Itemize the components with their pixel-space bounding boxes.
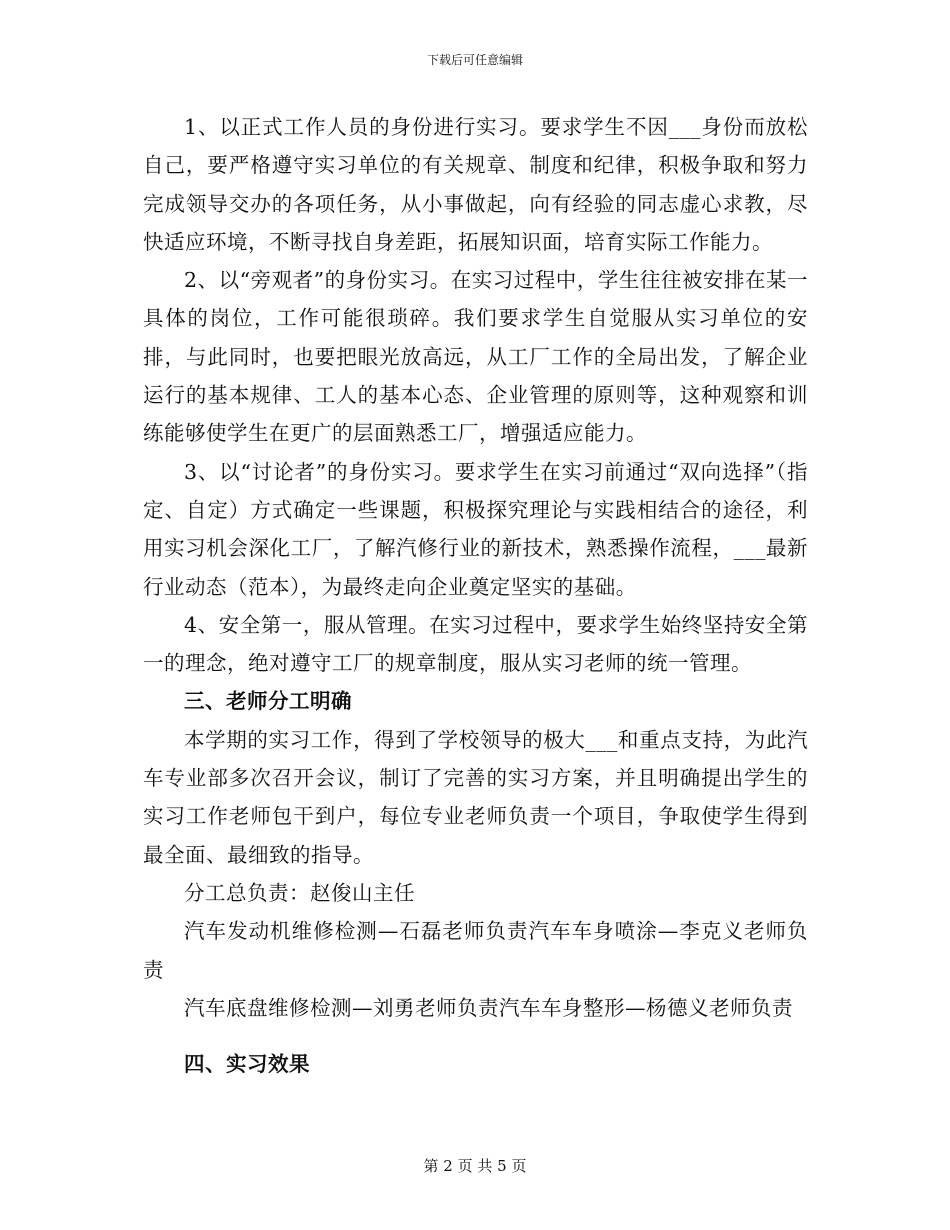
page-number-footer: 第 2 页 共 5 页 bbox=[423, 1157, 527, 1175]
page-header: 下载后可任意编辑 bbox=[426, 53, 523, 67]
paragraph-item-1: 1、以正式工作人员的身份进行实习。要求学生不因___身份而放松自己，要严格遵守实习单位的有关规章、制度和纪律，积极争取和努力完成领导交办的各项任务，从小事做起，向有经验的同志虚心求教，尽快适应环境，不断寻找自身差距，拓展知识面，培育实际工作能力。 bbox=[143, 115, 808, 254]
section-4-heading: 四、实习效果 bbox=[184, 1052, 310, 1077]
paragraph-item-4: 4、安全第一，服从管理。在实习过程中，要求学生始终坚持安全第一的理念，绝对遵守工厂的规章制度，服从实习老师的统一管理。 bbox=[143, 612, 808, 676]
paragraph-item-2: 2、以“旁观者”的身份实习。在实习过程中，学生往往被安排在某一具体的岗位，工作可能很琐碎。我们要求学生自觉服从实习单位的安排，与此同时，也要把眼光放高远，从工厂工作的全局出发，了解企业运行的基本规律、工人的基本心态、企业管理的原则等，这种观察和训练能够使学生在更广的层面熟悉工厂，增强适应能力。 bbox=[143, 268, 808, 446]
section-3-lead: 分工总负责：赵俊山主任 bbox=[184, 880, 415, 905]
paragraph-item-3: 3、以“讨论者”的身份实习。要求学生在实习前通过“双向选择”（指定、自定）方式确定一些课题，积极探究理论与实践相结合的途径，利用实习机会深化工厂，了解汽修行业的新技术，熟悉操作流程，___最新行业动态（范本），为最终走向企业奠定坚实的基础。 bbox=[143, 459, 808, 599]
section-3-intro: 本学期的实习工作，得到了学校领导的极大___和重点支持，为此汽车专业部多次召开会议，制订了完善的实习方案，并且明确提出学生的实习工作老师包干到户，每位专业老师负责一个项目，争取使学生得到最全面、最细致的指导。 bbox=[143, 727, 808, 867]
section-3-assignment-2: 汽车底盘维修检测—刘勇老师负责汽车车身整形—杨德义老师负责 bbox=[184, 995, 793, 1020]
section-3-assignment-1: 汽车发动机维修检测—石磊老师负责汽车车身喷涂—李克义老师负责 bbox=[143, 919, 808, 982]
document-body bbox=[143, 108, 808, 1083]
section-3-heading: 三、老师分工明确 bbox=[184, 689, 352, 714]
